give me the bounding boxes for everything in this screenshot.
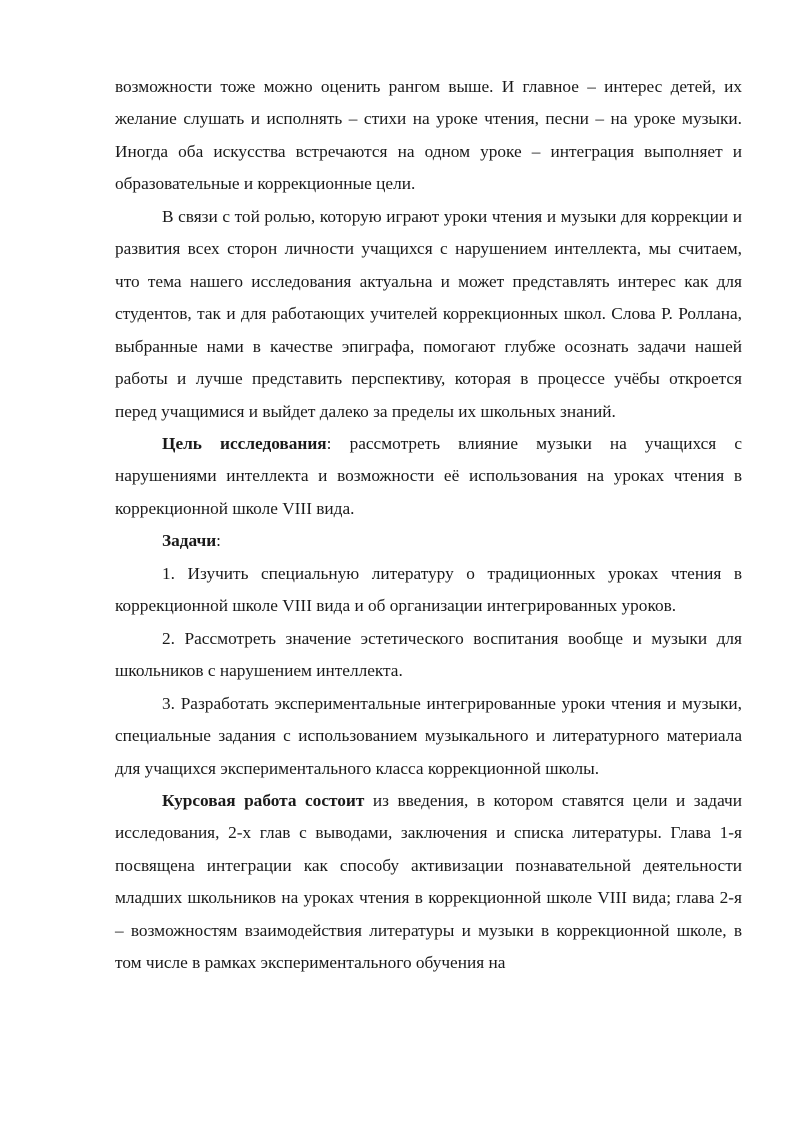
paragraph-work-structure (115, 785, 742, 980)
research-goal-text: : рассмотреть влияние музыки на учащихся с нарушениями интеллекта и возможности её использования на уроках чтения в коррекционной школе VIII вида. (115, 433, 743, 518)
paragraph-relevance: В связи с той ролью, которую играют уроки чтения и музыки для коррекции и развития всех сторон личности учащихся с нарушением интеллекта, мы считаем, что тема нашего исследования актуальна и может представлять интерес как для студентов, так и для работающих учителей коррекционных школ. Слова Р. Роллана, выбранные нами в качестве эпиграфа, помогают глубже осознать задачи нашей работы и лучше представить перспективу, которая в процессе учёбы откроется перед учащимися и выйдет далеко за пределы их школьных знаний. (115, 206, 742, 421)
paragraph-research-goal (115, 428, 742, 525)
paragraph-intro-continuation: возможности тоже можно оценить рангом выше. И главное – интерес детей, их желание слушать и исполнять – стихи на уроке чтения, песни – на уроке музыки. Иногда оба искусства встречаются на одном уроке – интеграция выполняет и образовательные и коррекционные цели. (115, 77, 742, 194)
task-item-3: 3. Разработать экспериментальные интегрированные уроки чтения и музыки, специальные задания с использованием музыкального и литературного материала для учащихся экспериментального класса коррекционной школы. (115, 693, 742, 778)
tasks-colon: : (216, 531, 221, 551)
research-goal-label: Цель исследования (162, 433, 327, 453)
work-structure-text: из введения, в котором ставятся цели и задачи исследования, 2-х глав с выводами, заключения и списка литературы. Глава 1-я посвящена интеграции как способу активизации познавательной деятельности младших школьников на уроках чтения в коррекционной школе VIII вида; глава 2-я – возможностям взаимодействия литературы и музыки в коррекционной школе, в том числе в рамках экспериментального обучения на (115, 790, 742, 973)
paragraph-tasks-heading (115, 525, 742, 557)
task-item-2: 2. Рассмотреть значение эстетического воспитания вообще и музыки для школьников с нарушением интеллекта. (115, 628, 742, 681)
task-item-1: 1. Изучить специальную литературу о традиционных уроках чтения в коррекционной школе VIII вида и об организации интегрированных уроков. (115, 563, 742, 616)
document-body (115, 71, 742, 980)
work-structure-label: Курсовая работа состоит (162, 790, 365, 810)
tasks-label: Задачи (162, 531, 217, 551)
